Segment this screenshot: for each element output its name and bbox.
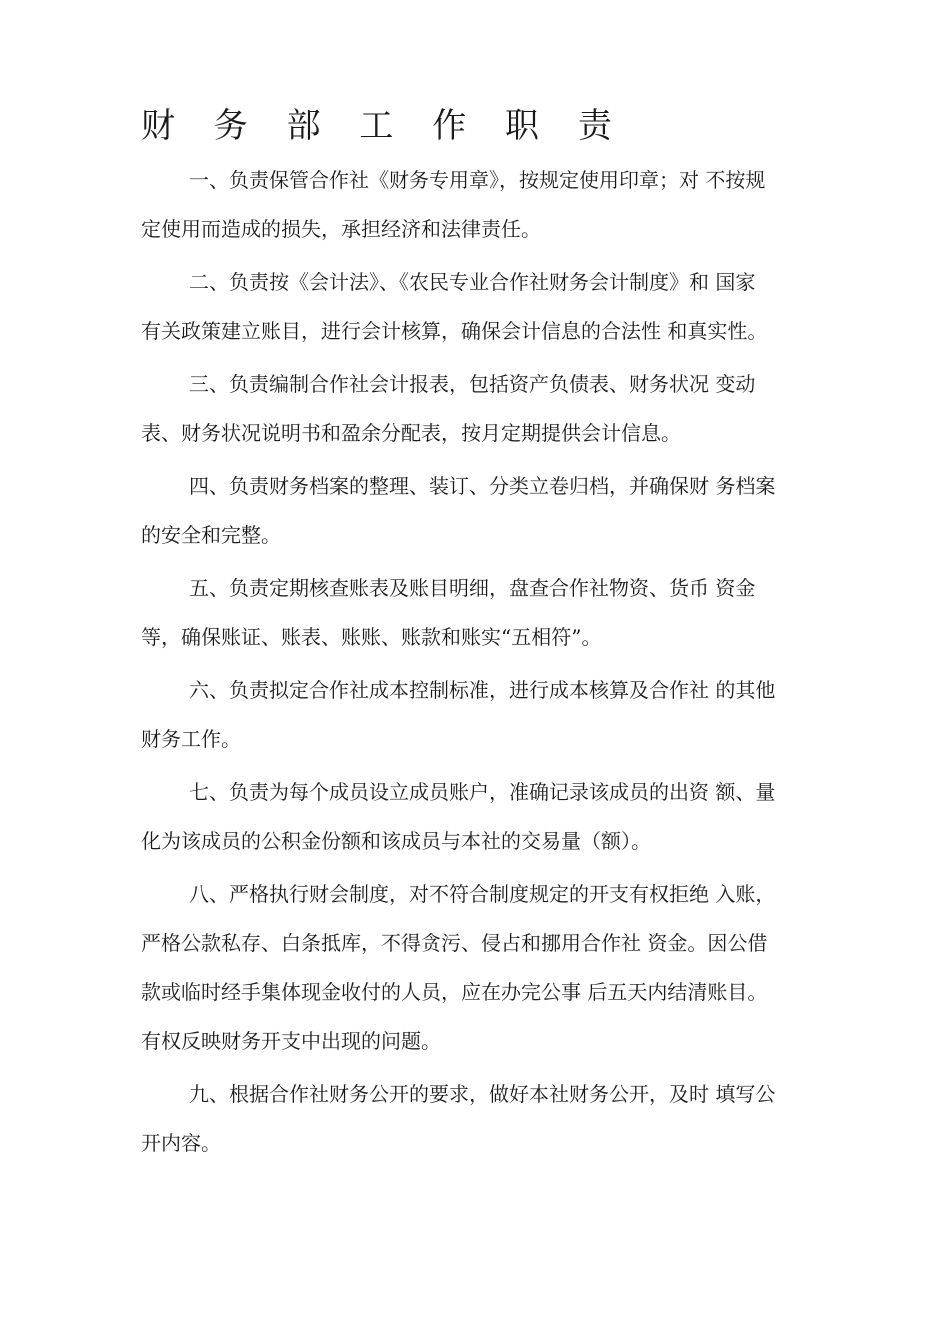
paragraph-line: 八、严格执行财会制度，对不符合制度规定的开支有权拒绝 入账， xyxy=(189,882,776,906)
paragraph-9 xyxy=(141,1070,817,1168)
paragraph-8 xyxy=(141,870,817,1066)
paragraph-2 xyxy=(141,258,817,356)
paragraph-line: 开内容。 xyxy=(141,1131,221,1155)
paragraph-line: 化为该成员的公积金份额和该成员与本社的交易量（额）。 xyxy=(141,829,651,853)
paragraph-line: 五、负责定期核查账表及账目明细，盘查合作社物资、货币 资金 xyxy=(189,576,756,600)
paragraph-line: 财务工作。 xyxy=(141,727,241,751)
document-body xyxy=(141,156,817,1172)
paragraph-line: 四、负责财务档案的整理、装订、分类立卷归档，并确保财 务档案 xyxy=(189,474,776,498)
paragraph-6 xyxy=(141,666,817,764)
paragraph-line: 七、负责为每个成员设立成员账户，准确记录该成员的出资 额、量 xyxy=(189,780,776,804)
paragraph-line: 有关政策建立账目，进行会计核算，确保会计信息的合法性 和真实性。 xyxy=(141,319,768,343)
paragraph-line: 的安全和完整。 xyxy=(141,523,281,547)
paragraph-7 xyxy=(141,768,817,866)
paragraph-line: 有权反映财务开支中出现的问题。 xyxy=(141,1029,441,1053)
paragraph-line: 九、根据合作社财务公开的要求，做好本社财务公开，及时 填写公 xyxy=(189,1082,776,1106)
paragraph-3 xyxy=(141,360,817,458)
paragraph-line: 一、负责保管合作社《财务专用章》，按规定使用印章；对 不按规 xyxy=(189,168,766,192)
paragraph-5 xyxy=(141,564,817,662)
paragraph-line: 二、负责按《会计法》、《农民专业合作社财务会计制度》和 国家 xyxy=(189,270,756,294)
paragraph-line: 款或临时经手集体现金收付的人员，应在办完公事 后五天内结清账目。 xyxy=(141,980,768,1004)
paragraph-line: 三、负责编制合作社会计报表，包括资产负债表、财务状况 变动 xyxy=(189,372,756,396)
paragraph-4 xyxy=(141,462,817,560)
paragraph-line: 表、财务状况说明书和盈余分配表，按月定期提供会计信息。 xyxy=(141,421,681,445)
document-title: 财 务 部 工 作 职 责 xyxy=(141,106,626,146)
paragraph-line: 六、负责拟定合作社成本控制标准，进行成本核算及合作社 的其他 xyxy=(189,678,776,702)
paragraph-line: 严格公款私存、白条抵库，不得贪污、侵占和挪用合作社 资金。因公借 xyxy=(141,931,768,955)
paragraph-line: 等，确保账证、账表、账账、账款和账实“五相符”。 xyxy=(141,625,602,649)
paragraph-1 xyxy=(141,156,817,254)
paragraph-line: 定使用而造成的损失，承担经济和法律责任。 xyxy=(141,217,541,241)
